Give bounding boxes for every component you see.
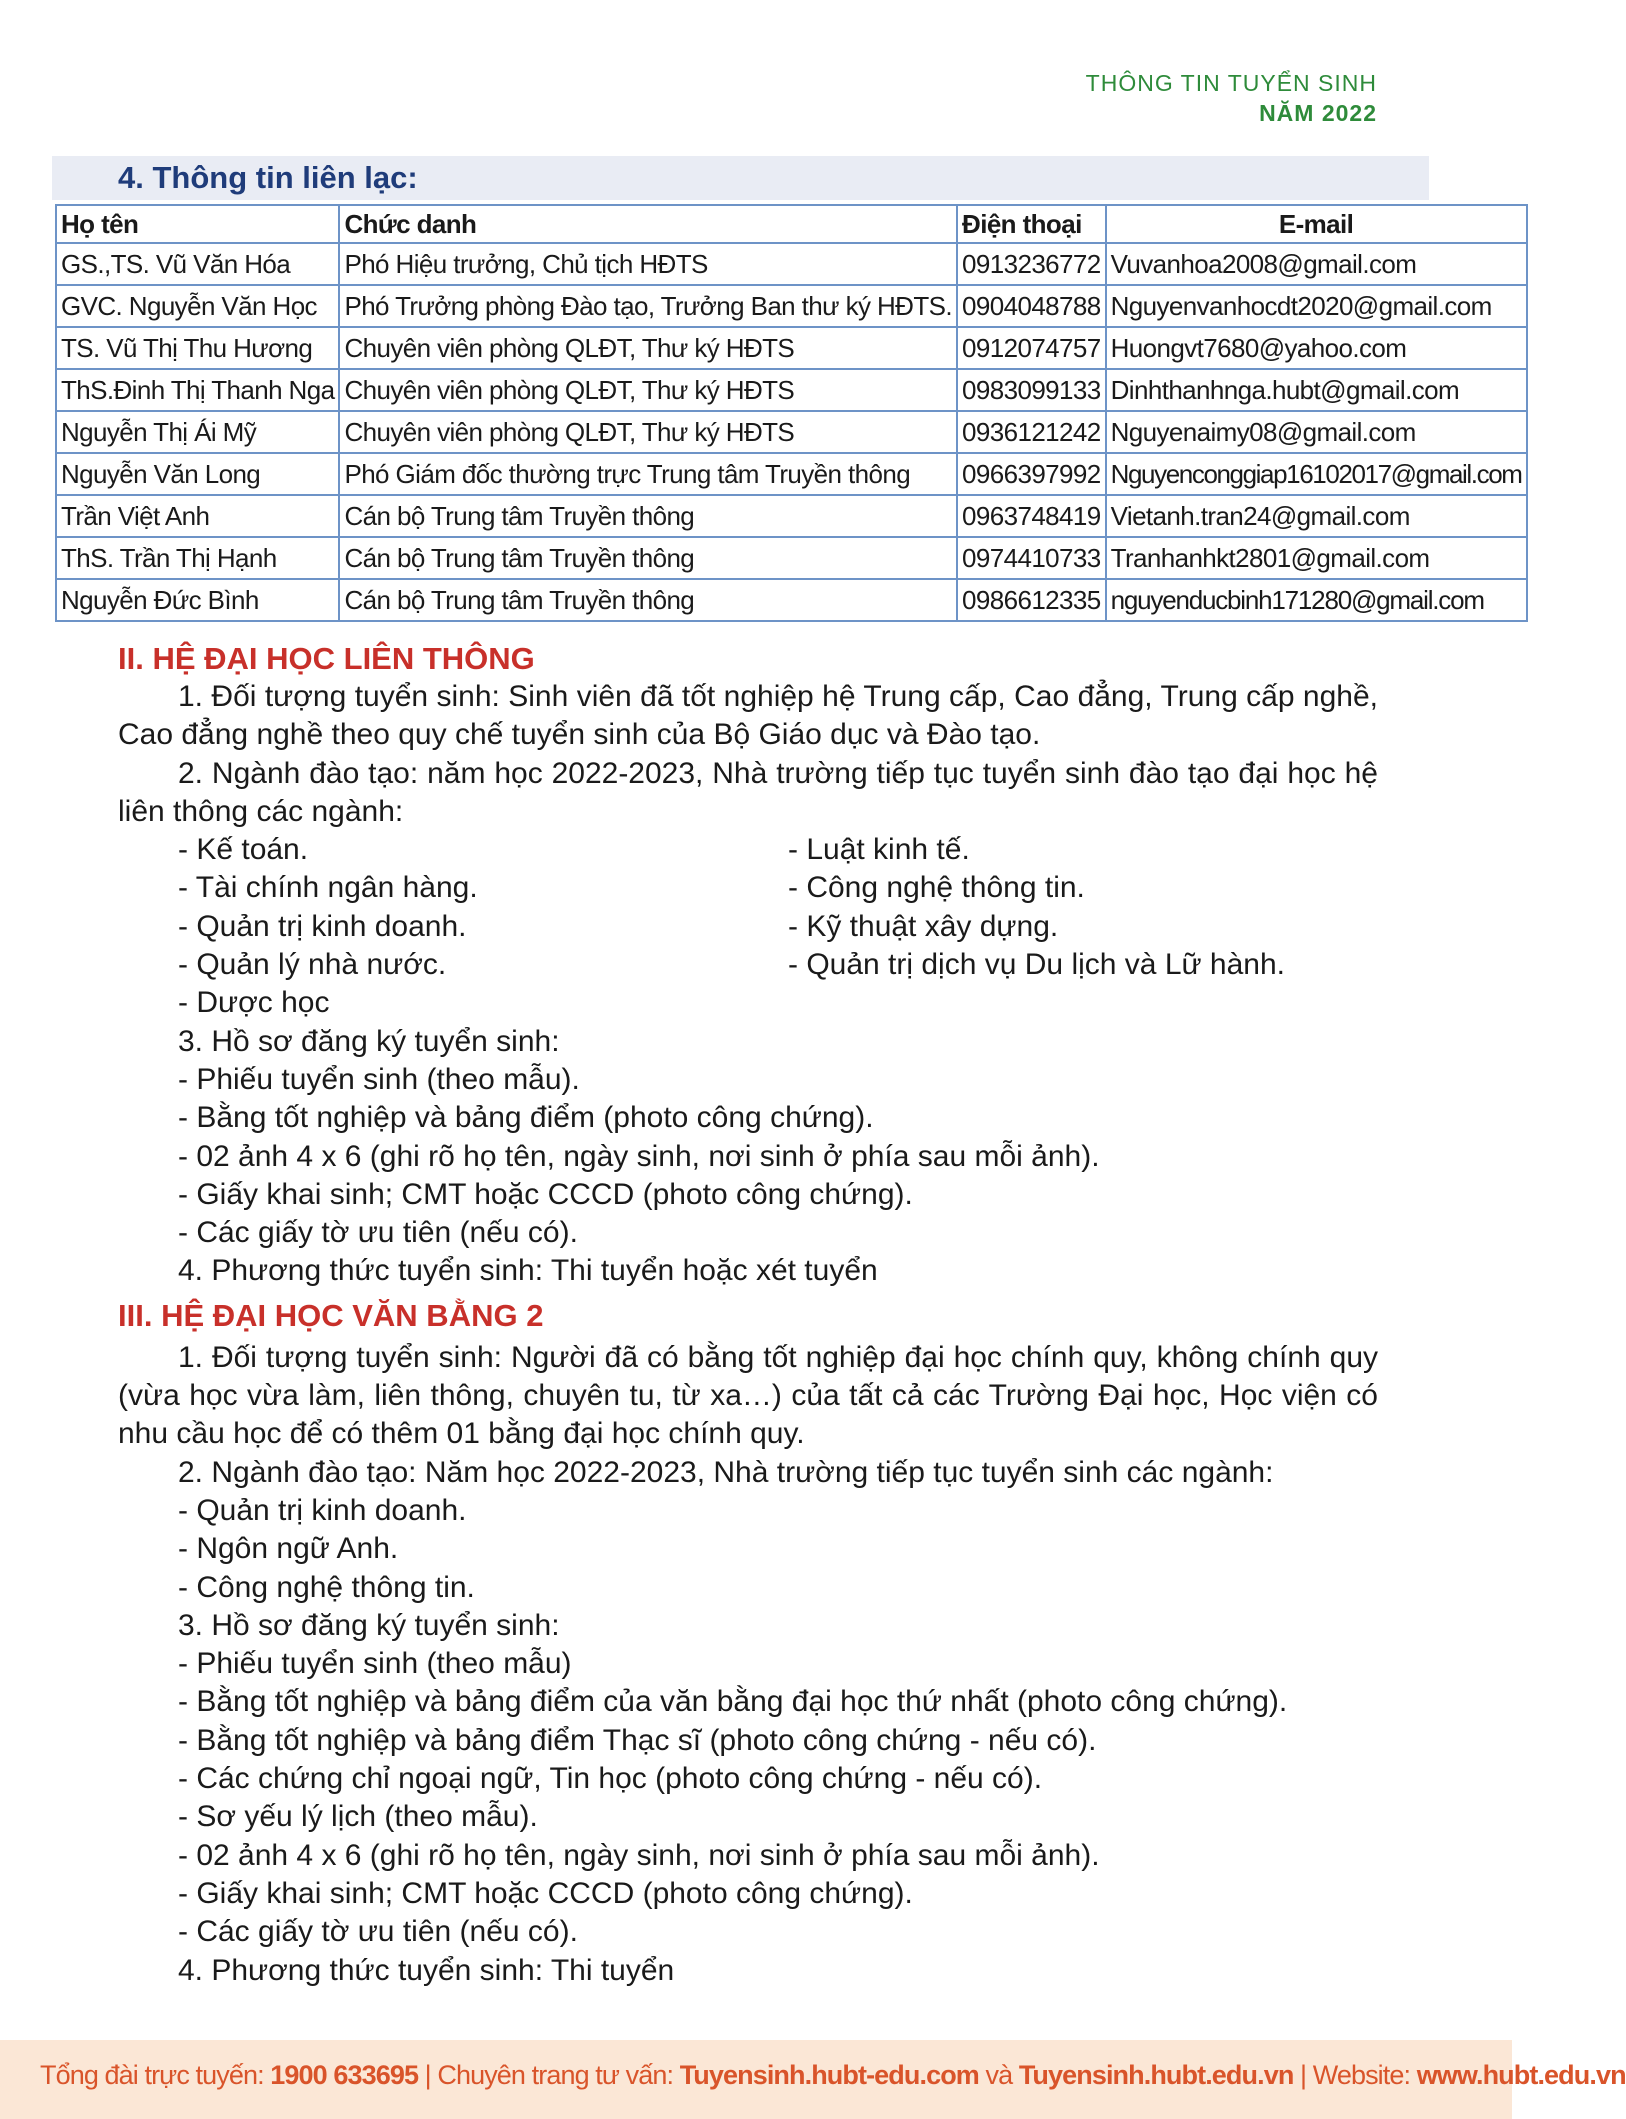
section3-method: 4. Phương thức tuyển sinh: Thi tuyển bbox=[178, 1953, 675, 1987]
section3-target: 1. Đối tượng tuyển sinh: Người đã có bằng tốt nghiệp đại học chính quy, không chính quy (vừa học vừa làm, liên thông, chuyên tu, từ xa…) của tất cả các Trường Đại học, Học viện có nhu cầu học để có thêm 01 bằng đại học chính quy. bbox=[118, 1340, 1378, 1451]
list-item: - Bằng tốt nghiệp và bảng điểm Thạc sĩ (photo công chứng - nếu có). bbox=[178, 1723, 1097, 1757]
list-item: - 02 ảnh 4 x 6 (ghi rõ họ tên, ngày sinh, nơi sinh ở phía sau mỗi ảnh). bbox=[178, 1838, 1100, 1872]
list-item: - 02 ảnh 4 x 6 (ghi rõ họ tên, ngày sinh, nơi sinh ở phía sau mỗi ảnh). bbox=[178, 1139, 1100, 1173]
footer-hotline: 1900 633695 bbox=[270, 2060, 419, 2090]
cell-email: Nguyenconggiap16102017@gmail.com bbox=[1106, 453, 1527, 495]
footer-website-link[interactable]: www.hubt.edu.vn bbox=[1416, 2060, 1626, 2090]
list-item: - Quản trị dịch vụ Du lịch và Lữ hành. bbox=[788, 948, 1285, 982]
list-item: - Các giấy tờ ưu tiên (nếu có). bbox=[178, 1216, 578, 1250]
contact-section-bar bbox=[52, 156, 1429, 200]
list-item: - Quản lý nhà nước. bbox=[178, 948, 447, 982]
list-item: - Giấy khai sinh; CMT hoặc CCCD (photo công chứng). bbox=[178, 1876, 913, 1910]
cell-name: GVC. Nguyễn Văn Học bbox=[56, 285, 339, 327]
list-item: - Luật kinh tế. bbox=[788, 833, 970, 867]
footer-contact-line bbox=[40, 2060, 1626, 2091]
header-line1: THÔNG TIN TUYỂN SINH bbox=[1085, 70, 1377, 96]
list-item: - Phiếu tuyển sinh (theo mẫu). bbox=[178, 1062, 580, 1096]
cell-phone: 0974410733 bbox=[957, 537, 1106, 579]
contact-section-title: 4. Thông tin liên lạc: bbox=[118, 160, 418, 195]
section2-method: 4. Phương thức tuyển sinh: Thi tuyển hoặc xét tuyển bbox=[178, 1254, 878, 1288]
section2-majors-intro: 2. Ngành đào tạo: năm học 2022-2023, Nhà trường tiếp tục tuyển sinh đào tạo đại học hệ liên thông các ngành: bbox=[118, 756, 1378, 828]
cell-phone: 0986612335 bbox=[957, 579, 1106, 621]
section2-docs-heading: 3. Hồ sơ đăng ký tuyển sinh: bbox=[178, 1024, 560, 1058]
page-header bbox=[1086, 68, 1377, 128]
cell-email: Huongvt7680@yahoo.com bbox=[1106, 327, 1527, 369]
cell-name: Trần Việt Anh bbox=[56, 495, 339, 537]
footer-label-hotline: Tổng đài trực tuyến: bbox=[40, 2060, 271, 2090]
header-line2: NĂM 2022 bbox=[1259, 100, 1377, 126]
cell-name: Nguyễn Văn Long bbox=[56, 453, 339, 495]
cell-name: ThS.Đinh Thị Thanh Nga bbox=[56, 369, 339, 411]
cell-title: Phó Hiệu trưởng, Chủ tịch HĐTS bbox=[339, 243, 957, 285]
table-row bbox=[56, 411, 1527, 453]
list-item: - Quản trị kinh doanh. bbox=[178, 1493, 467, 1527]
table-row bbox=[56, 327, 1527, 369]
cell-email: Nguyenaimy08@gmail.com bbox=[1106, 411, 1527, 453]
cell-phone: 0904048788 bbox=[957, 285, 1106, 327]
cell-phone: 0963748419 bbox=[957, 495, 1106, 537]
section3-docs-heading: 3. Hồ sơ đăng ký tuyển sinh: bbox=[178, 1608, 560, 1642]
list-item: - Bằng tốt nghiệp và bảng điểm (photo công chứng). bbox=[178, 1101, 874, 1135]
cell-email: Nguyenvanhocdt2020@gmail.com bbox=[1106, 285, 1527, 327]
cell-title: Cán bộ Trung tâm Truyền thông bbox=[339, 495, 957, 537]
footer-label-and: và bbox=[978, 2060, 1019, 2090]
col-header-email: E-mail bbox=[1106, 205, 1527, 243]
cell-phone: 0912074757 bbox=[957, 327, 1106, 369]
cell-phone: 0913236772 bbox=[957, 243, 1106, 285]
col-header-title: Chức danh bbox=[339, 205, 957, 243]
list-item: - Phiếu tuyển sinh (theo mẫu) bbox=[178, 1647, 572, 1681]
cell-title: Cán bộ Trung tâm Truyền thông bbox=[339, 537, 957, 579]
cell-title: Chuyên viên phòng QLĐT, Thư ký HĐTS bbox=[339, 327, 957, 369]
table-row bbox=[56, 495, 1527, 537]
list-item: - Tài chính ngân hàng. bbox=[178, 871, 478, 905]
footer-site2-link[interactable]: Tuyensinh.hubt.edu.vn bbox=[1018, 2060, 1294, 2090]
list-item: - Công nghệ thông tin. bbox=[178, 1570, 475, 1604]
cell-email: Vuvanhoa2008@gmail.com bbox=[1106, 243, 1527, 285]
cell-phone: 0966397992 bbox=[957, 453, 1106, 495]
cell-title: Chuyên viên phòng QLĐT, Thư ký HĐTS bbox=[339, 369, 957, 411]
cell-name: Nguyễn Thị Ái Mỹ bbox=[56, 411, 339, 453]
cell-phone: 0983099133 bbox=[957, 369, 1106, 411]
cell-email: Dinhthanhnga.hubt@gmail.com bbox=[1106, 369, 1527, 411]
cell-name: ThS. Trần Thị Hạnh bbox=[56, 537, 339, 579]
footer-site1-link[interactable]: Tuyensinh.hubt-edu.com bbox=[679, 2060, 979, 2090]
cell-phone: 0936121242 bbox=[957, 411, 1106, 453]
footer-label-website: | Website: bbox=[1293, 2060, 1417, 2090]
list-item: - Công nghệ thông tin. bbox=[788, 871, 1085, 905]
contact-table bbox=[55, 204, 1528, 622]
list-item: - Quản trị kinh doanh. bbox=[178, 909, 467, 943]
page-footer bbox=[0, 2040, 1626, 2119]
list-item: - Kỹ thuật xây dựng. bbox=[788, 909, 1059, 943]
table-header-row bbox=[56, 205, 1527, 243]
cell-name: Nguyễn Đức Bình bbox=[56, 579, 339, 621]
list-item: - Các giấy tờ ưu tiên (nếu có). bbox=[178, 1915, 578, 1949]
cell-title: Chuyên viên phòng QLĐT, Thư ký HĐTS bbox=[339, 411, 957, 453]
list-item: - Kế toán. bbox=[178, 833, 309, 867]
cell-email: nguyenducbinh171280@gmail.com bbox=[1106, 579, 1527, 621]
list-item: - Dược học bbox=[178, 986, 330, 1020]
cell-name: GS.,TS. Vũ Văn Hóa bbox=[56, 243, 339, 285]
cell-title: Phó Trưởng phòng Đào tạo, Trưởng Ban thư ký HĐTS. bbox=[339, 285, 957, 327]
cell-email: Vietanh.tran24@gmail.com bbox=[1106, 495, 1527, 537]
section2-majors-list bbox=[118, 831, 1378, 1022]
col-header-phone: Điện thoại bbox=[957, 205, 1106, 243]
col-header-name: Họ tên bbox=[56, 205, 339, 243]
list-item: - Ngôn ngữ Anh. bbox=[178, 1532, 399, 1566]
table-row bbox=[56, 243, 1527, 285]
cell-title: Cán bộ Trung tâm Truyền thông bbox=[339, 579, 957, 621]
cell-email: Tranhanhkt2801@gmail.com bbox=[1106, 537, 1527, 579]
list-item: - Sơ yếu lý lịch (theo mẫu). bbox=[178, 1800, 538, 1834]
main-text bbox=[118, 640, 1378, 1990]
section2-target: 1. Đối tượng tuyển sinh: Sinh viên đã tốt nghiệp hệ Trung cấp, Cao đẳng, Trung cấp nghề, Cao đẳng nghề theo quy chế tuyển sinh của Bộ Giáo dục và Đào tạo. bbox=[118, 680, 1378, 752]
table-row bbox=[56, 285, 1527, 327]
table-row bbox=[56, 579, 1527, 621]
list-item: - Các chứng chỉ ngoại ngữ, Tin học (photo công chứng - nếu có). bbox=[178, 1762, 1043, 1796]
cell-title: Phó Giám đốc thường trực Trung tâm Truyền thông bbox=[339, 453, 957, 495]
table-row bbox=[56, 369, 1527, 411]
table-row bbox=[56, 453, 1527, 495]
table-row bbox=[56, 537, 1527, 579]
section3-heading: III. HỆ ĐẠI HỌC VĂN BẰNG 2 bbox=[118, 1297, 544, 1333]
footer-label-advice: | Chuyên trang tư vấn: bbox=[418, 2060, 680, 2090]
list-item: - Bằng tốt nghiệp và bảng điểm của văn bằng đại học thứ nhất (photo công chứng). bbox=[178, 1685, 1288, 1719]
cell-name: TS. Vũ Thị Thu Hương bbox=[56, 327, 339, 369]
section2-heading: II. HỆ ĐẠI HỌC LIÊN THÔNG bbox=[118, 641, 535, 676]
section3-majors-intro: 2. Ngành đào tạo: Năm học 2022-2023, Nhà trường tiếp tục tuyển sinh các ngành: bbox=[178, 1455, 1274, 1489]
list-item: - Giấy khai sinh; CMT hoặc CCCD (photo công chứng). bbox=[178, 1177, 913, 1211]
